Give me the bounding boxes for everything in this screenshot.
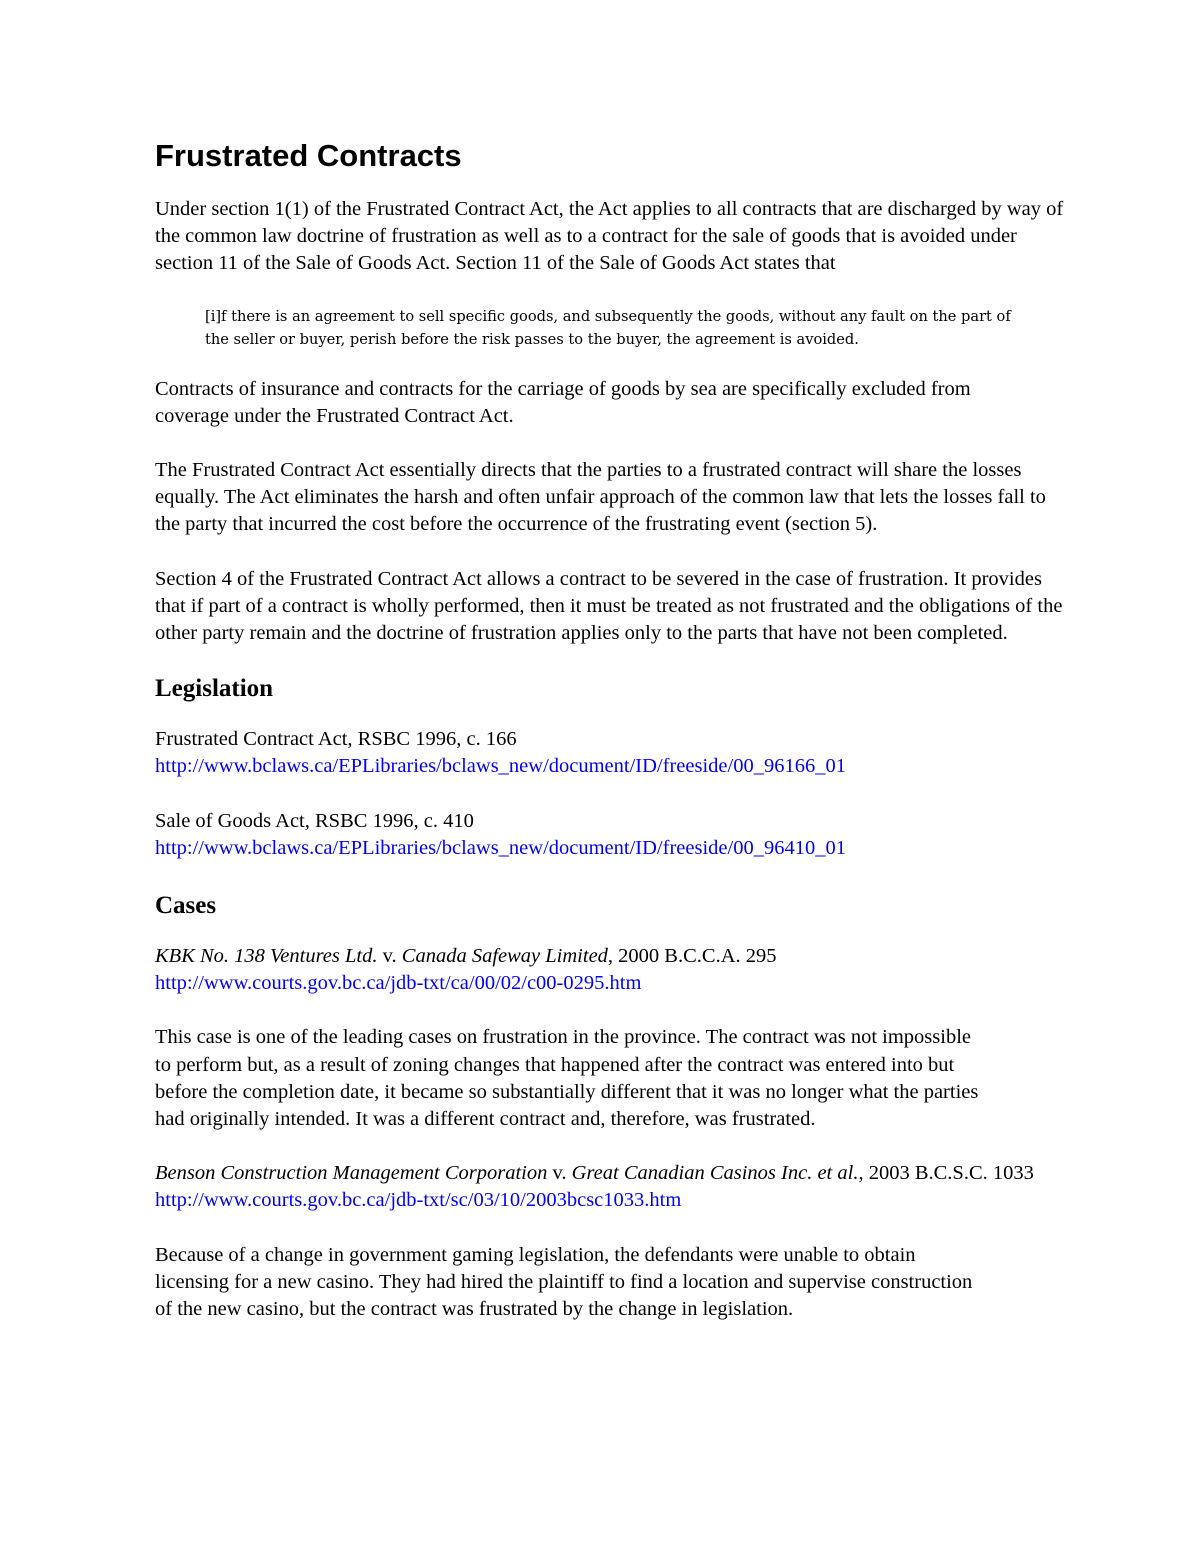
case-versus: v.: [377, 945, 402, 968]
case-versus: v.: [547, 1162, 572, 1185]
legislation-item-frustrated-contract-act: [155, 726, 1075, 780]
case-link[interactable]: http://www.courts.gov.bc.ca/jdb-txt/ca/00/02/c00-0295.htm: [155, 972, 642, 995]
case-reporter: , 2003 B.C.S.C. 1033: [858, 1162, 1034, 1185]
legislation-link[interactable]: http://www.bclaws.ca/EPLibraries/bclaws_new/document/ID/freeside/00_96410_01: [155, 836, 846, 859]
losses-paragraph: The Frustrated Contract Act essentially directs that the parties to a frustrated contract will share the losses equally. The Act eliminates the harsh and often unfair approach of the common law that lets the losses fall to the party that incurred the cost before the occurrence of the frustrating event (section 5).: [155, 459, 1046, 536]
case-link[interactable]: http://www.courts.gov.bc.ca/jdb-txt/sc/03/10/2003bcsc1033.htm: [155, 1189, 682, 1212]
legislation-item-sale-of-goods-act: [155, 808, 1075, 862]
legislation-heading: Legislation: [155, 675, 274, 703]
sale-of-goods-quote: [i]f there is an agreement to sell specific goods, and subsequently the goods, without any fault on the part of the seller or buyer, perish before the risk passes to the buyer, the agreement is avoided.: [205, 307, 1011, 348]
legislation-citation: Frustrated Contract Act, RSBC 1996, c. 166: [155, 728, 517, 751]
cases-heading: Cases: [155, 892, 217, 920]
exclusions-paragraph: Contracts of insurance and contracts for the carriage of goods by sea are specifically excluded from coverage under the Frustrated Contract Act.: [155, 377, 971, 427]
case-summary: Because of a change in government gaming legislation, the defendants were unable to obtain licensing for a new casino. They had hired the plaintiff to find a location and supervise construction of the new casino, but the contract was frustrated by the change in legislation.: [155, 1243, 973, 1321]
severance-paragraph: Section 4 of the Frustrated Contract Act allows a contract to be severed in the case of frustration. It provides that if part of a contract is wholly performed, then it must be treated as not frustrated and the obligations of the other party remain and the doctrine of frustration applies only to the parts that have not been completed.: [155, 567, 1063, 645]
document-page: [155, 138, 1075, 1350]
case-party-defendant: Canada Safeway Limited: [401, 945, 608, 968]
intro-paragraph: Under section 1(1) of the Frustrated Contract Act, the Act applies to all contracts that are discharged by way of the common law doctrine of frustration as well as to a contract for the sale of goods that is avoided under section 11 of the Sale of Goods Act. Section 11 of the Sale of Goods Act states that: [155, 198, 1064, 275]
case-citation: [155, 943, 1075, 970]
case-benson-construction: [155, 1160, 1035, 1214]
page-title: Frustrated Contracts: [155, 138, 462, 173]
case-kbk-ventures: [155, 943, 1075, 997]
case-reporter: , 2000 B.C.C.A. 295: [607, 945, 777, 968]
legislation-link[interactable]: http://www.bclaws.ca/EPLibraries/bclaws_new/document/ID/freeside/00_96166_01: [155, 755, 846, 778]
case-party-defendant: Great Canadian Casinos Inc. et al.: [571, 1162, 859, 1185]
case-party-plaintiff: Benson Construction Management Corporation: [155, 1162, 548, 1185]
case-party-plaintiff: KBK No. 138 Ventures Ltd.: [155, 945, 378, 968]
legislation-citation: Sale of Goods Act, RSBC 1996, c. 410: [155, 809, 474, 832]
case-summary: This case is one of the leading cases on frustration in the province. The contract was not impossible to perform but, as a result of zoning changes that happened after the contract was entered into but before the completion date, it became so substantially different that it was no longer what the parties had originally intended. It was a different contract and, therefore, was frustrated.: [155, 1026, 979, 1131]
